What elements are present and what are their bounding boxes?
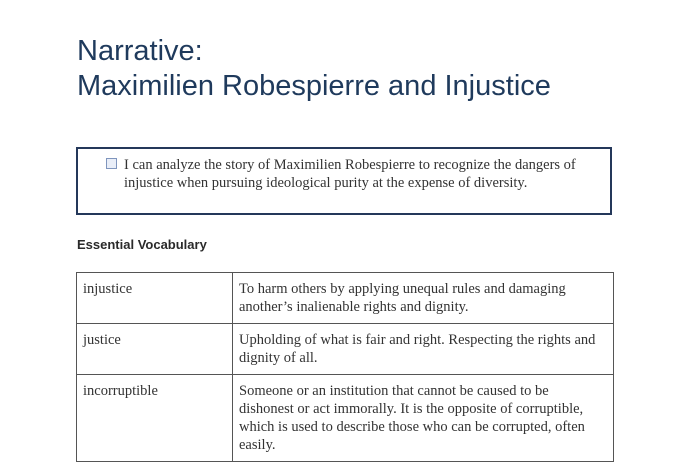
vocabulary-row: [77, 375, 614, 462]
page-title-line-1: Narrative:: [77, 35, 203, 67]
page-title-line-2: Maximilien Robespierre and Injustice: [77, 70, 551, 102]
vocabulary-row: [77, 324, 614, 375]
vocabulary-definition: Upholding of what is fair and right. Respecting the rights and dignity of all.: [233, 324, 614, 375]
vocabulary-table: [76, 272, 614, 462]
vocabulary-row: [77, 273, 614, 324]
vocabulary-definition: Someone or an institution that cannot be caused to be dishonest or act immorally. It is the opposite of corruptible, which is used to describe those who can be corrupted, often easily.: [233, 375, 614, 462]
page-title: [77, 34, 551, 104]
vocabulary-term: justice: [77, 324, 233, 375]
objective-checkbox[interactable]: [106, 158, 117, 169]
objective-text: I can analyze the story of Maximilien Robespierre to recognize the dangers of injustice when pursuing ideological purity at the expense of diversity.: [124, 157, 576, 191]
vocabulary-definition: To harm others by applying unequal rules and damaging another’s inalienable rights and dignity.: [233, 273, 614, 324]
vocabulary-heading: Essential Vocabulary: [77, 237, 207, 252]
learning-objective-box: [76, 147, 612, 215]
vocabulary-term: incorruptible: [77, 375, 233, 462]
vocabulary-term: injustice: [77, 273, 233, 324]
